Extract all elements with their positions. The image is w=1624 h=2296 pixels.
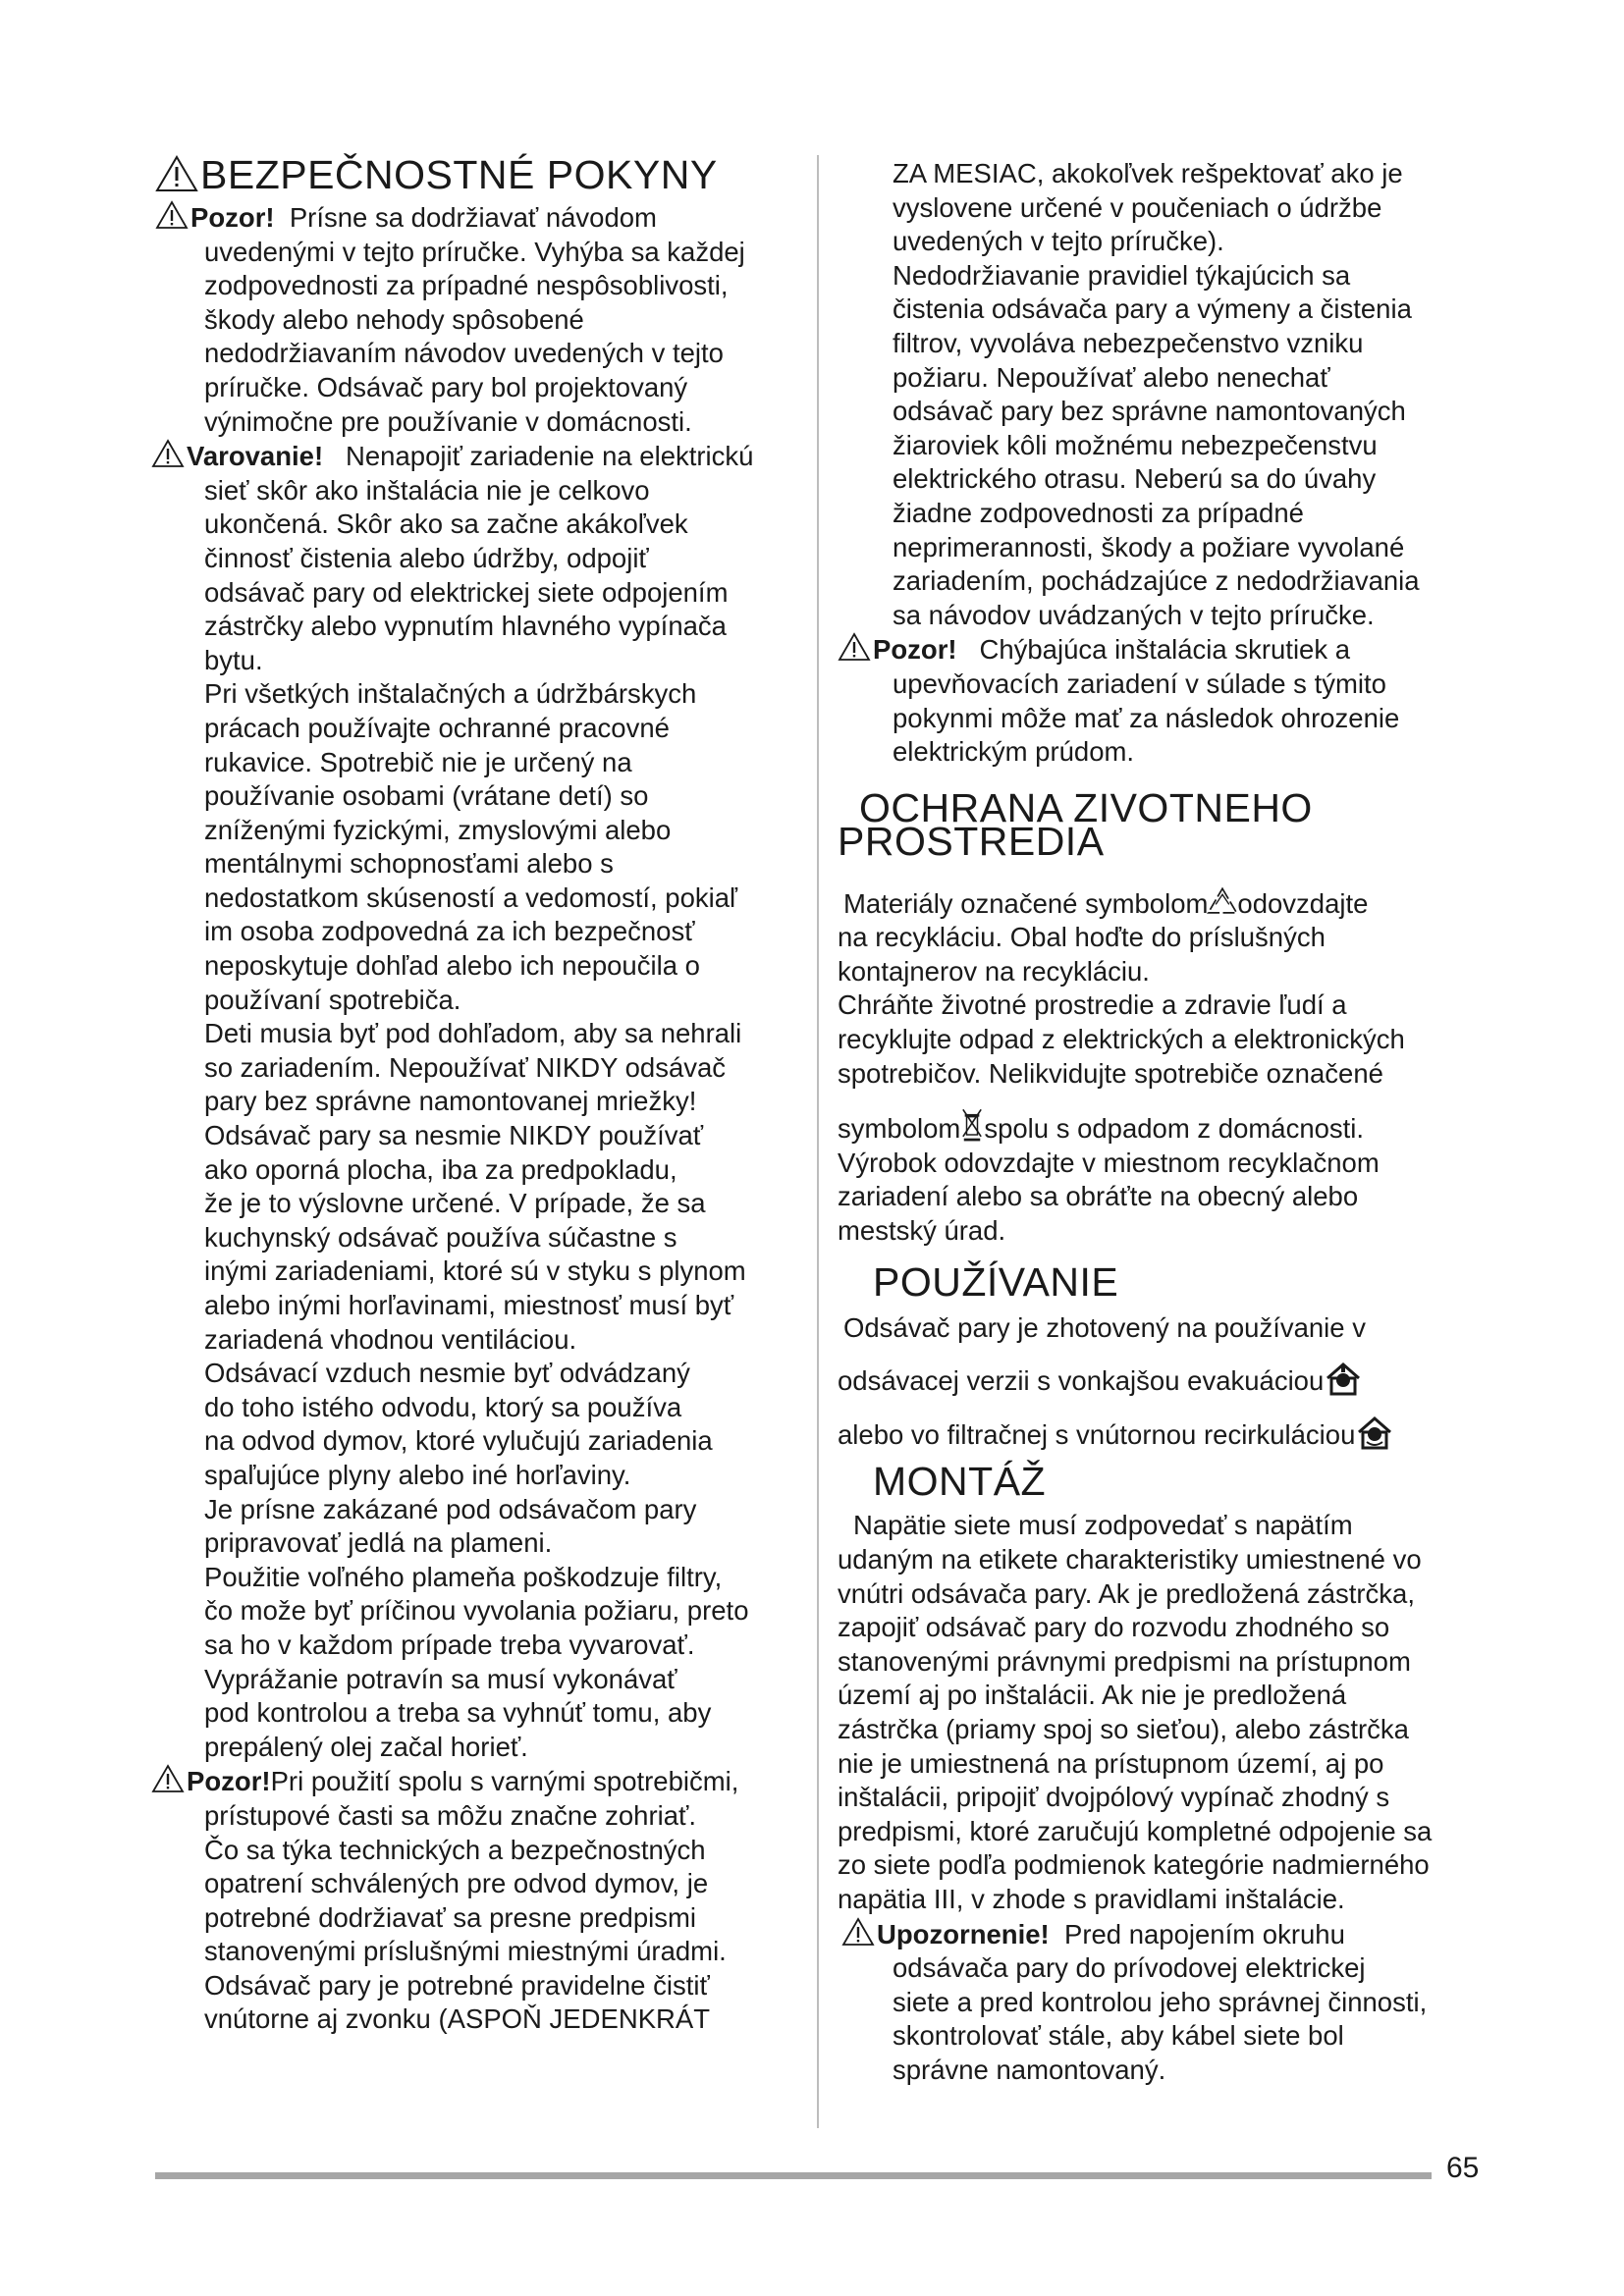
- warning-icon: [838, 632, 871, 662]
- continued-text: ZA MESIAC, akokoľvek rešpektovať ako je vyslovene určené v poučeniach o údržbe uvedených v tejto príručke). Nedodržiavanie pravidiel týkajúcich sa čistenia odsávača pary a výmeny a čistenia filtrov, vyvoláva nebezpečenstvo vzniku požiaru. Nepoužívať alebo nenechať odsávač pary bez správne namontovaných žiaroviek kôli možnému nebezpečenstvu elektrického otrasu. Neberú sa do úvahy žiadne zodpovednosti za prípadné neprimerannosti, škody a požiare vyvolané zariadením, pochádzajúce z nedodržiavania sa návodov uvádzaných v tejto príručke.: [893, 158, 1420, 630]
- pozor-warning-2: Pozor!Pri použití spolu s varnými spotrebičmi,: [151, 1764, 819, 1799]
- usage-text: Odsávač pary je zhotovený na používanie v odsávacej verzii s vonkajšou evakuáciou alebo vo filtračnej s vnútornou recirkuláciou: [838, 1311, 1486, 1453]
- warning-icon: [155, 200, 189, 230]
- upozornenie-warning: Upozornenie! Pred napojením okruhu: [841, 1917, 1486, 1952]
- pozor-label: Pozor!: [190, 202, 275, 233]
- column-divider: [817, 155, 819, 2128]
- footer-rule: [155, 2172, 1432, 2179]
- left-column: [155, 152, 819, 2037]
- pozor-label: Pozor!: [873, 634, 957, 666]
- warning-icon: [151, 439, 185, 468]
- pozor-warning-3: Pozor! Chýbajúca inštalácia skrutiek a: [838, 632, 1486, 667]
- environment-text: Materiály označené symbolom odovzdajte na recykláciu. Obal hoďte do príslušných kontajnerov na recykláciu. Chráňte životné prostredie a zdravie ľudí a recyklujte odpad z elektrických a elektronických spotrebičov. Nelikvidujte spotrebiče označené symbolom spolu s odpadom z domácnosti. Výrobok odovzdajte v miestnom recyklačnom zariadení alebo sa obráťte na obecný alebo mestský úrad.: [838, 885, 1486, 1249]
- mounting-heading: MONTÁŽ: [873, 1459, 1047, 1505]
- pozor-3-body: upevňovacích zariadení v súlade s týmito pokynmi môže mať za následok ohrozenie elektrickým prúdom.: [893, 667, 1400, 768]
- mounting-text: Napätie siete musí zodpovedať s napätím udaným na etikete charakteristiky umiestnené vo vnútri odsávača pary. Ak je predložená zástrčka, zapojiť odsávač pary do rozvodu zhodného so stanovenými právnymi predpismi na prístupnom území aj po inštalácii. Ak nie je predložená zástrčka (priamy spoj so sieťou), alebo zástrčka nie je umiestnená na prístupnom území, aj po inštalácii, pripojiť dvojpólový vypínač zhodný s predpismi, ktoré zaručujú kompletné odpojenie sa zo siete podľa podmienok kategórie nadmierného napätia III, v zhode s pravidlami inštalácie.: [838, 1510, 1433, 1914]
- crossed-bin-icon: [961, 1104, 983, 1144]
- warning-icon: [841, 1917, 875, 1947]
- warning-icon: [151, 1764, 185, 1793]
- upozornenie-label: Upozornenie!: [877, 1918, 1050, 1949]
- extraction-mode-icon: [1324, 1359, 1363, 1398]
- page-number: 65: [1446, 2152, 1480, 2184]
- varovanie-body: sieť skôr ako inštalácia nie je celkovo ukončená. Skôr ako sa začne akákoľvek činnosť čistenia alebo údržby, odpojiť odsávač pary od elektrickej siete odpojením zástrčky alebo vypnutím hlavného vypínača bytu. Pri všetkých inštalačných a údržbárskych prácach používajte ochranné pracovné rukavice. Spotrebič nie je určený na používanie osobami (vrátane detí) so zníženými fyzickými, zmyslovými alebo mentálnymi schopnosťami alebo s nedostatkom skúseností a vedomostí, pokiaľ im osoba zodpovedná za ich bezpečnosť neposkytuje dohľad alebo ich nepoučila o používaní spotrebiča. Deti musia byť pod dohľadom, aby sa nehrali so zariadením. Nepoužívať NIKDY odsávač pary bez správne namontovanej mriežky! Odsávač pary sa nesmie NIKDY používať ako oporná plocha, iba za predpokladu, že je to výslovne určené. V prípade, že sa kuchynský odsávač používa súčastne s inými zariadeniami, ktoré sú v styku s plynom alebo inými horľavinami, miestnosť musí byť zariadená vhodnou ventiláciou. Odsávací vzduch nesmie byť odvádzaný do toho istého odvodu, ktorý sa používa na odvod dymov, ktoré vylučujú zariadenia spaľujúce plyny alebo iné horľaviny. Je prísne zakázané pod odsávačom pary pripravovať jedlá na plameni. Použitie voľného plameňa poškodzuje filtry, čo može byť príčinou vyvolania požiaru, preto sa ho v každom prípade treba vyvarovať. Vyprážanie potravín sa musí vykonávať pod kontrolou a treba sa vyhnúť tomu, aby prepálený olej začal horieť.: [204, 474, 749, 1762]
- safety-heading: BEZPEČNOSTNÉ POKYNY: [155, 155, 819, 194]
- warning-icon: [155, 155, 198, 192]
- right-column: [838, 157, 1486, 2088]
- varovanie-label: Varovanie!: [187, 441, 324, 472]
- upozornenie-body: odsávača pary do prívodovej elektrickej siete a pred kontrolou jeho správnej činnosti, skontrolovať stále, aby kábel siete bol správne namontovaný.: [893, 1952, 1428, 2085]
- pozor-2-body: prístupové časti sa môžu značne zohriať. Čo sa týka technických a bezpečnostných opatrení schválených pre odvod dymov, je potrebné dodržiavať sa presne predpismi stanovenými príslušnými miestnými úradmi. Odsávač pary je potrebné pravidelne čistiť vnútorne aj zvonku (ASPOŇ JEDENKRÁT: [204, 1799, 727, 2035]
- pozor-warning-1: Pozor! Prísne sa dodržiavať návodom: [155, 200, 819, 236]
- varovanie-warning: Varovanie! Nenapojiť zariadenie na elektrickú: [151, 439, 819, 474]
- pozor-1-body: uvedenými v tejto príručke. Vyhýba sa každej zodpovednosti za prípadné nespôsoblivosti, škody alebo nehody spôsobené nedodržiavaním návodov uvedených v tejto príručke. Odsávač pary bol projektovaný výnimočne pre používanie v domácnosti.: [204, 236, 745, 437]
- recirculation-mode-icon: [1355, 1413, 1394, 1452]
- pozor-label: Pozor!: [187, 1766, 271, 1797]
- environment-heading: OCHRANA ZIVOTNEHO PROSTREDIA: [838, 784, 1313, 864]
- recycle-icon: [1206, 885, 1239, 917]
- usage-heading: POUŽÍVANIE: [873, 1258, 1119, 1305]
